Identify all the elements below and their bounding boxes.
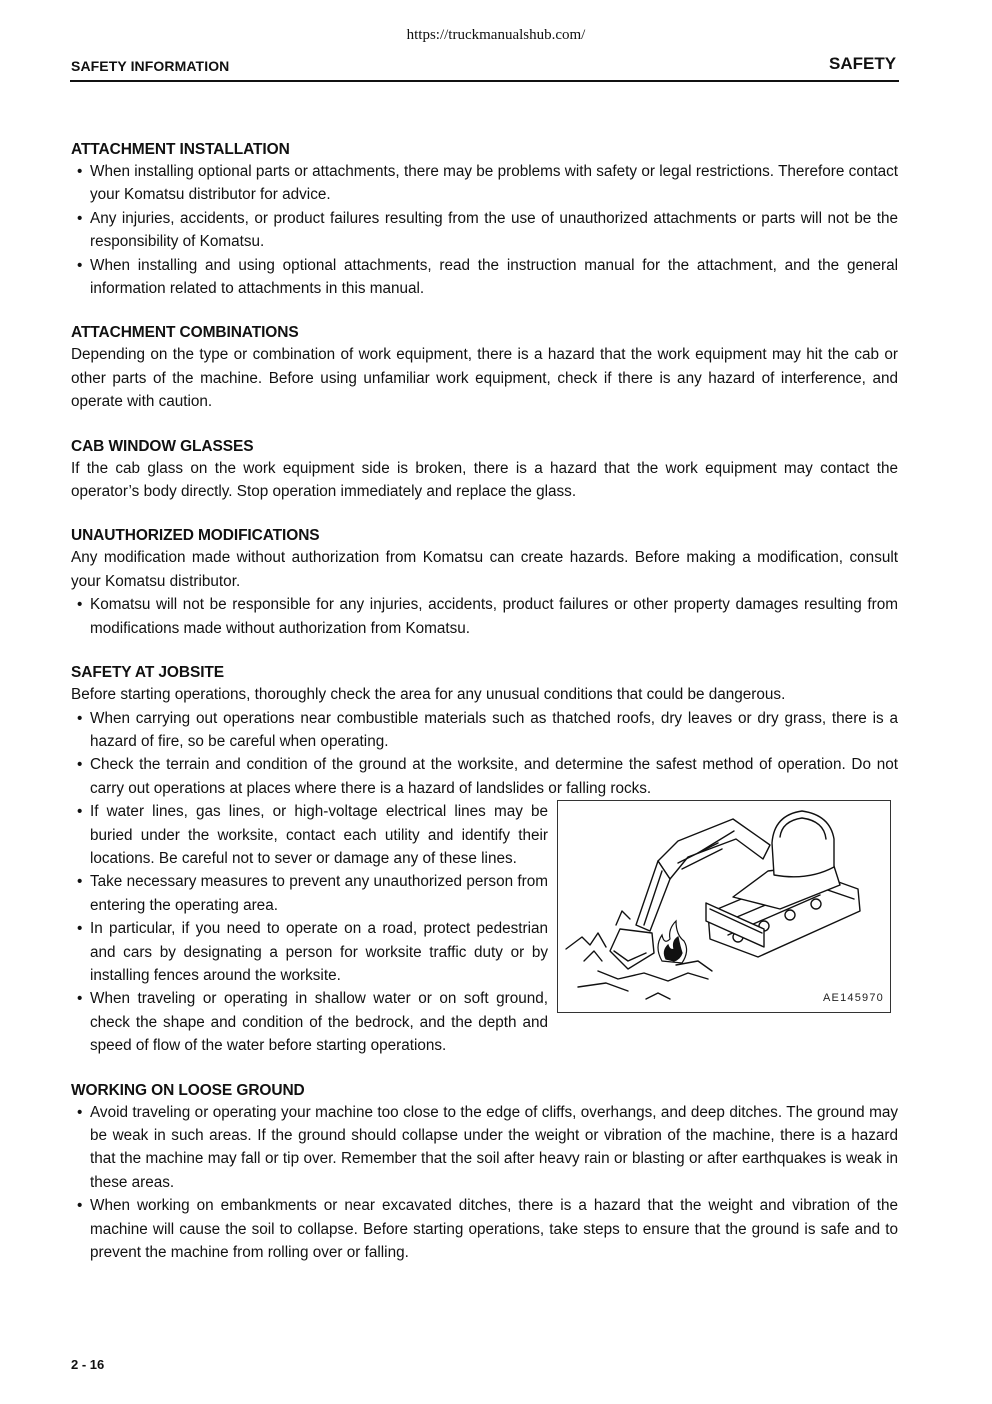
section-text: Depending on the type or combination of work equipment, there is a hazard that the work equipment may hit the cab or other parts of the machine. Before using unfamiliar work equipment, check if there is any hazard of interference, and operate with caution. — [71, 346, 898, 411]
section-unauthorized-modifications — [71, 526, 898, 640]
section-title: SAFETY AT JOBSITE — [71, 664, 225, 682]
section-working-on-loose-ground — [71, 1081, 898, 1265]
bullet-list — [71, 707, 898, 801]
section-attachment-installation — [71, 140, 898, 300]
excavator-fire-illustration — [557, 800, 891, 1013]
section-text: Before starting operations, thoroughly check the area for any unusual conditions that could be dangerous. — [71, 686, 786, 704]
bullet-list — [71, 160, 898, 300]
list-item: • When traveling or operating in shallow water or on soft ground, check the shape and condition of the bedrock, and the depth and speed of flow of the water before starting operations. — [71, 987, 548, 1057]
list-item: • Take necessary measures to prevent any unauthorized person from entering the operating area. — [71, 870, 548, 917]
list-item: • When carrying out operations near combustible materials such as thatched roofs, dry leaves or dry grass, there is a hazard of fire, so be careful when operating. — [71, 707, 898, 754]
list-item: • Any injuries, accidents, or product failures resulting from the use of unauthorized attachments or parts will not be the responsibility of Komatsu. — [71, 207, 898, 254]
section-cab-window-glasses — [71, 437, 898, 504]
section-title: ATTACHMENT COMBINATIONS — [71, 324, 299, 342]
section-title: UNAUTHORIZED MODIFICATIONS — [71, 527, 320, 545]
section-title: ATTACHMENT INSTALLATION — [71, 141, 290, 158]
section-text: Any modification made without authorization from Komatsu can create hazards. Before making a modification, consult your Komatsu distributor. — [71, 549, 898, 590]
page-content — [71, 140, 898, 1287]
list-item: • Check the terrain and condition of the ground at the worksite, and determine the safest method of operation. Do not carry out operations at places where there is a hazard of landslides or falling rocks. — [71, 753, 898, 800]
list-item: • In particular, if you need to operate on a road, protect pedestrian and cars by designating a person for worksite traffic duty or by installing fences around the worksite. — [71, 917, 548, 987]
figure-code: AE145970 — [823, 991, 884, 1004]
section-title: CAB WINDOW GLASSES — [71, 437, 254, 455]
section-text: If the cab glass on the work equipment side is broken, there is a hazard that the work equipment may contact the operator’s body directly. Stop operation immediately and replace the glass. — [71, 459, 898, 501]
header-rule — [70, 80, 899, 82]
figure-block — [71, 800, 898, 1057]
bullet-list — [71, 800, 548, 1057]
section-attachment-combinations — [71, 323, 898, 413]
page-number: 2 - 16 — [71, 1357, 105, 1372]
list-item: • When working on embankments or near excavated ditches, there is a hazard that the weight and vibration of the machine will cause the soil to collapse. Before starting operations, take steps to ensure that the ground is safe and to prevent the machine from rolling over or falling. — [71, 1194, 898, 1264]
section-title: WORKING ON LOOSE GROUND — [71, 1081, 305, 1099]
bullet-list — [71, 1101, 898, 1265]
list-item: • If water lines, gas lines, or high-voltage electrical lines may be buried under the worksite, contact each utility and identify their locations. Be careful not to sever or damage any of these lines. — [71, 800, 548, 870]
bullet-list — [71, 593, 898, 640]
source-url[interactable]: https://truckmanualshub.com/ — [406, 27, 586, 43]
header-section-label: SAFETY INFORMATION — [71, 58, 230, 74]
list-item: • Komatsu will not be responsible for any injuries, accidents, product failures or other property damages resulting from modifications made without authorization from Komatsu. — [71, 593, 898, 640]
list-item: • When installing and using optional attachments, read the instruction manual for the attachment, and the general information related to attachments in this manual. — [71, 254, 898, 301]
excavator-icon — [558, 801, 890, 1012]
list-item: • When installing optional parts or attachments, there may be problems with safety or legal restrictions. Therefore contact your Komatsu distributor for advice. — [71, 160, 898, 207]
header-chapter-label: SAFETY — [829, 54, 897, 73]
list-item: • Avoid traveling or operating your machine too close to the edge of cliffs, overhangs, and deep ditches. The ground may be weak in such areas. If the ground should collapse under the weight or vibration of the machine, there is a hazard that the machine may fall or tip over. Remember that the soil after heavy rain or blasting or after earthquakes is weak in these areas. — [71, 1101, 898, 1195]
section-safety-at-jobsite — [71, 663, 898, 1058]
